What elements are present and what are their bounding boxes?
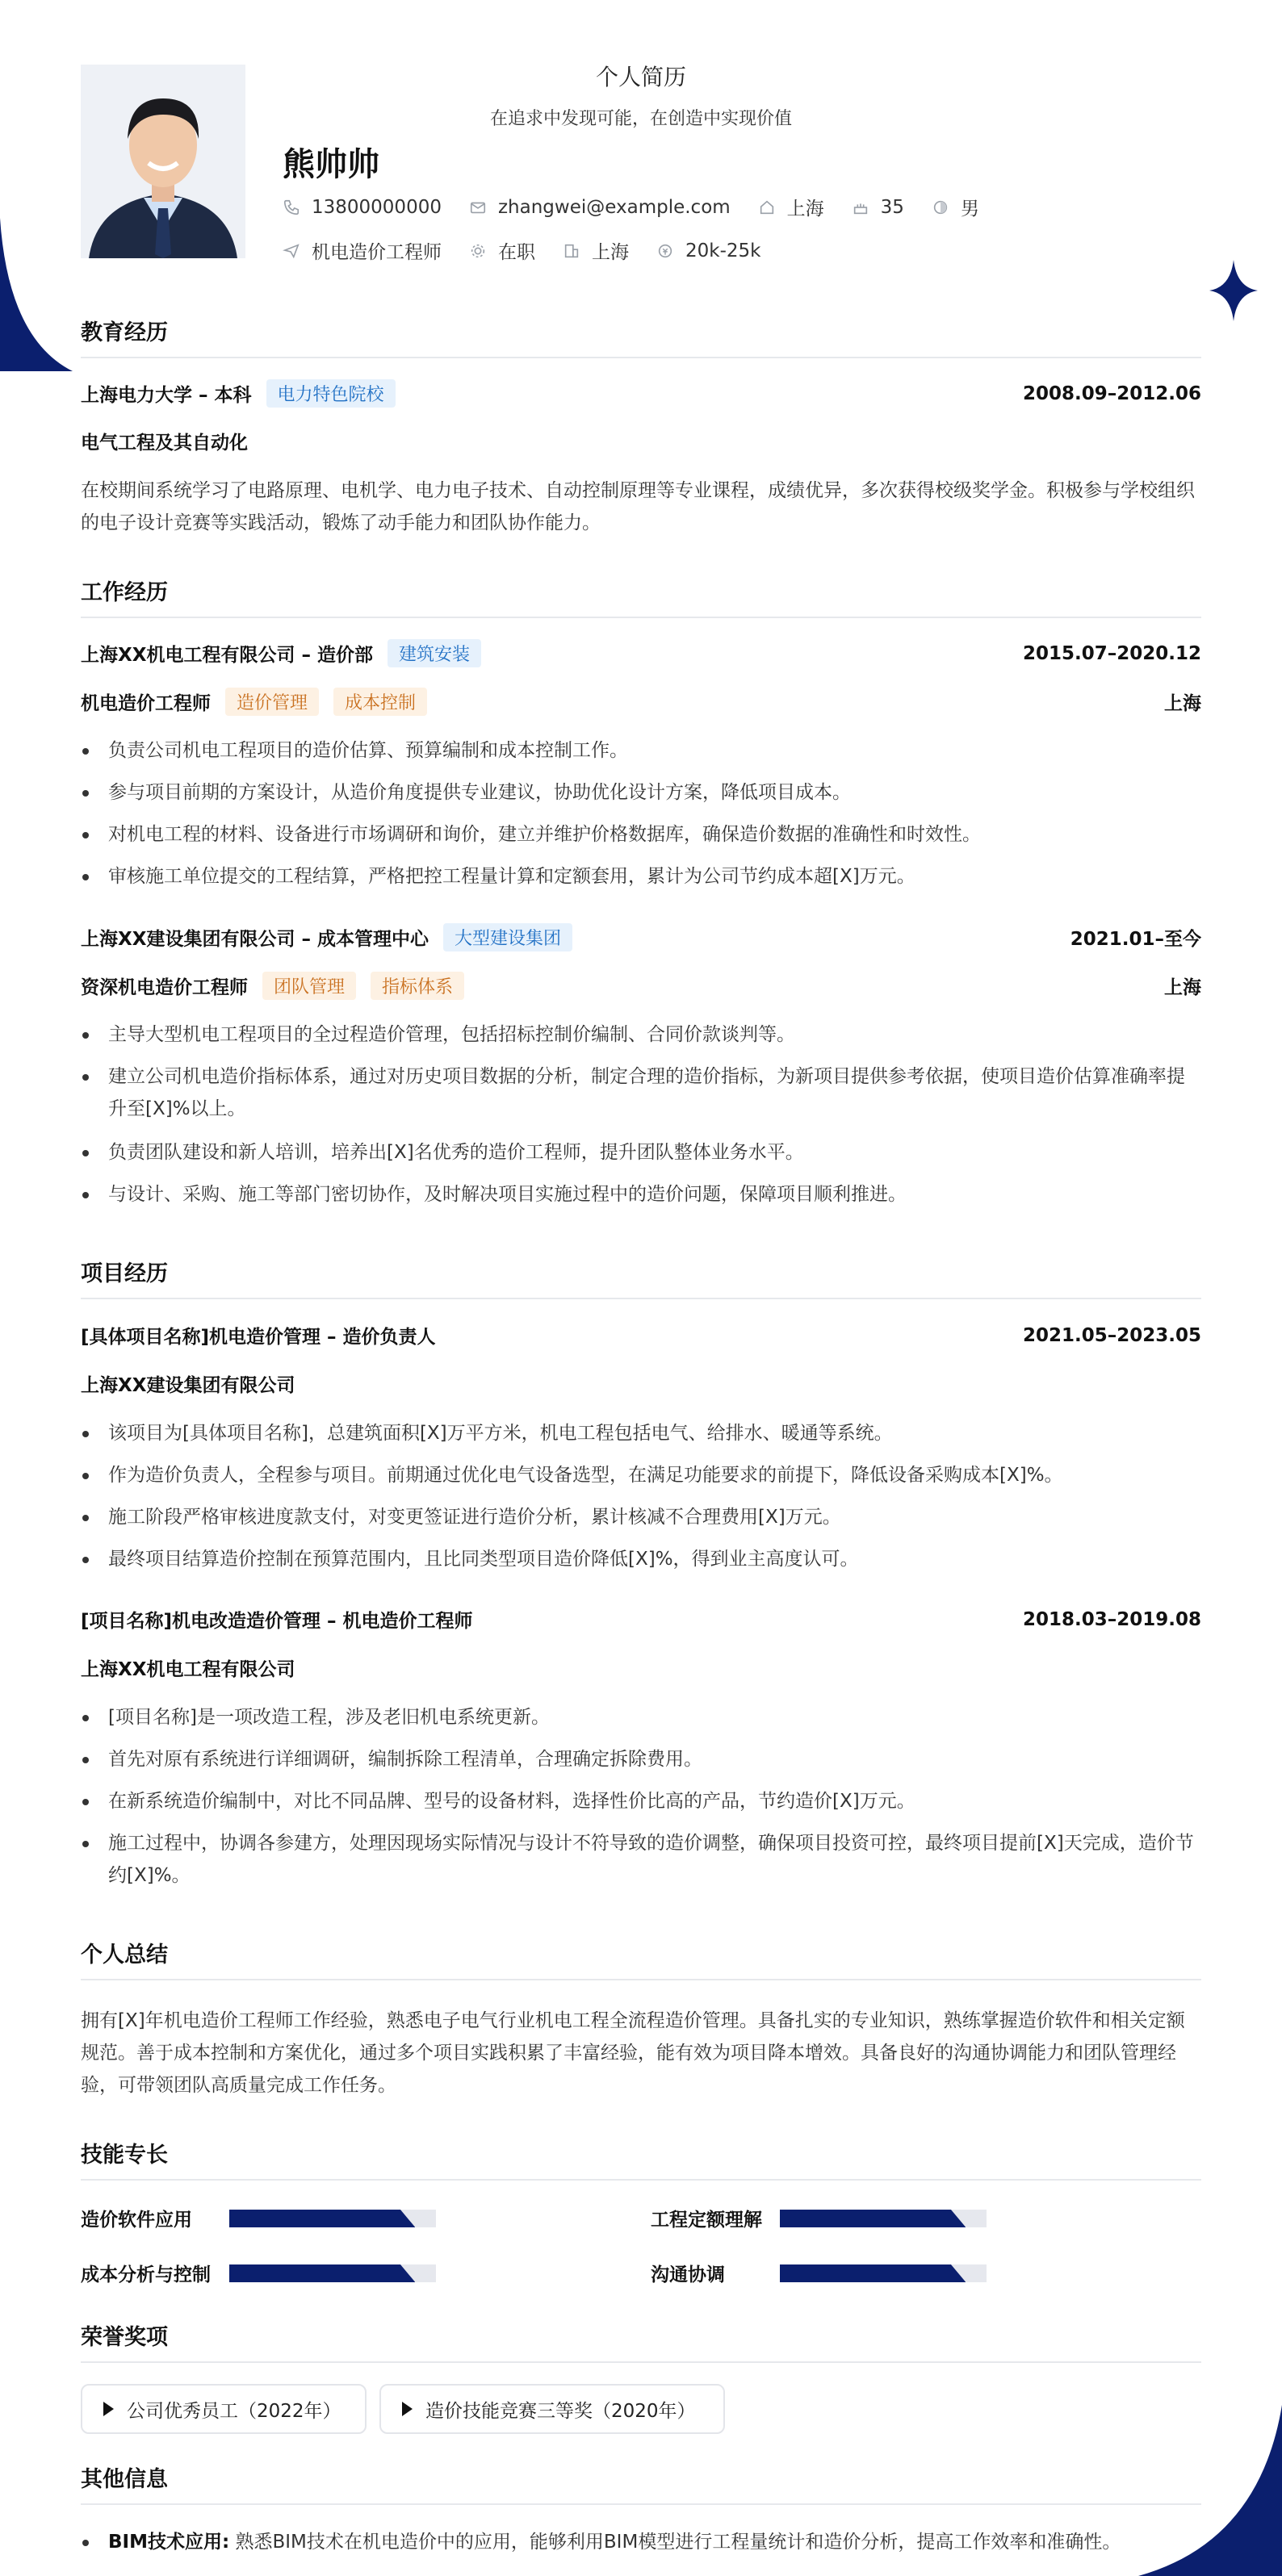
section-title: 荣誉奖项 — [81, 2325, 168, 2350]
section-divider — [81, 357, 1201, 358]
job-location: 上海 — [1164, 977, 1201, 998]
section-title: 技能专长 — [81, 2143, 168, 2168]
major-name: 电气工程及其自动化 — [81, 433, 248, 454]
city-text: 上海 — [786, 199, 824, 220]
job-item — [283, 237, 442, 264]
list-item: 负责公司机电工程项目的造价估算、预算编制和成本控制工作。 — [81, 734, 1201, 767]
sparkle-icon — [1209, 260, 1258, 321]
job-role-row — [81, 972, 1201, 1000]
skill-bar-fill — [780, 2264, 966, 2282]
section-divider — [81, 1298, 1201, 1299]
skills-section — [81, 2140, 1201, 2181]
age-text: 35 — [880, 196, 904, 218]
major-row — [81, 428, 1201, 454]
project-company-row — [81, 1654, 1201, 1681]
list-item: 施工阶段严格审核进度款支付，对变更签证进行造价分析，累计核减不合理费用[X]万元。 — [81, 1501, 1201, 1533]
gear-icon — [469, 242, 487, 260]
job-dates: 2021.01–至今 — [1070, 929, 1201, 950]
company-name: 上海XX机电工程有限公司 – 造价部 — [81, 645, 373, 666]
list-item: 负责团队建设和新人培训，培养出[X]名优秀的造价工程师，提升团队整体业务水平。 — [81, 1136, 1201, 1169]
education-header — [81, 379, 1201, 408]
company-tag: 大型建设集团 — [443, 923, 572, 951]
role-tag: 团队管理 — [262, 972, 356, 1000]
gender-item — [932, 194, 979, 220]
list-item: 参与项目前期的方案设计，从造价角度提供专业建议，协助优化设计方案，降低项目成本。 — [81, 776, 1201, 809]
award-chip — [81, 2384, 367, 2434]
contact-row — [283, 194, 1007, 220]
home-icon — [758, 199, 776, 216]
job-company-row — [81, 923, 1201, 951]
age-item — [852, 197, 904, 218]
list-item: 与设计、采购、施工等部门密切协作，及时解决项目实施过程中的造价问题，保障项目顺利推进。 — [81, 1178, 1201, 1211]
section-title: 教育经历 — [81, 320, 168, 345]
list-item: [项目名称]是一项改造工程，涉及老旧机电系统更新。 — [81, 1701, 1201, 1733]
award-text: 公司优秀员工（2022年） — [127, 2400, 341, 2422]
project-company: 上海XX建设集团有限公司 — [81, 1375, 295, 1396]
job-role-row — [81, 688, 1201, 716]
project-company: 上海XX机电工程有限公司 — [81, 1659, 295, 1680]
cake-icon — [852, 199, 869, 216]
section-title: 项目经历 — [81, 1261, 168, 1286]
role-tag: 造价管理 — [225, 688, 319, 716]
phone-icon — [283, 199, 300, 216]
other-label: BIM技术应用: — [108, 2532, 230, 2553]
project-company-row — [81, 1370, 1201, 1397]
list-item: 最终项目结算造价控制在预算范围内，且比同类型项目造价降低[X]%，得到业主高度认可。 — [81, 1543, 1201, 1575]
list-item: 首先对原有系统进行详细调研，编制拆除工程清单，合理确定拆除费用。 — [81, 1743, 1201, 1775]
role-name: 机电造价工程师 — [81, 693, 211, 714]
other-text: 熟悉BIM技术在机电造价中的应用，能够利用BIM模型进行工程量统计和造价分析，提高工作效率和准确性。 — [235, 2532, 1121, 2553]
list-item: 作为造价负责人，全程参与项目。前期通过优化电气设备选型，在满足功能要求的前提下，降低设备采购成本[X]%。 — [81, 1459, 1201, 1491]
section-title: 个人总结 — [81, 1942, 168, 1968]
skill-bar-fill — [780, 2210, 966, 2227]
project-dates: 2018.03–2019.08 — [1022, 1608, 1201, 1630]
education-section — [81, 318, 1201, 358]
list-item: 审核施工单位提交的工程结算，严格把控工程量计算和定额套用，累计为公司节约成本超[X]万元。 — [81, 860, 1201, 893]
skill-bar — [780, 2210, 987, 2227]
status-text: 在职 — [498, 242, 535, 263]
work-section — [81, 578, 1201, 618]
skill-bar-fill — [229, 2210, 415, 2227]
project-name: [具体项目名称]机电造价管理 – 造价负责人 — [81, 1327, 436, 1348]
email-text: zhangwei@example.com — [497, 196, 731, 218]
list-item: 建立公司机电造价指标体系，通过对历史项目数据的分析，制定合理的造价指标，为新项目提供参考依据，使项目造价估算准确率提升至[X]%以上。 — [81, 1060, 1201, 1125]
job-company-row — [81, 639, 1201, 667]
section-divider — [81, 2361, 1201, 2363]
school-tag: 电力特色院校 — [266, 379, 396, 408]
project-header — [81, 1606, 1201, 1633]
section-divider — [81, 2503, 1201, 2505]
list-item: 主导大型机电工程项目的全过程造价管理，包括招标控制价编制、合同价款谈判等。 — [81, 1018, 1201, 1051]
status-item — [469, 237, 535, 264]
target-city-item — [563, 237, 629, 264]
skill-bar — [780, 2264, 987, 2282]
salary-item — [656, 240, 760, 261]
job-location: 上海 — [1164, 693, 1201, 714]
salary-text: 20k-25k — [685, 240, 761, 261]
candidate-name: 熊帅帅 — [283, 146, 379, 183]
phone-text: 13800000000 — [312, 196, 442, 218]
list-item — [81, 2526, 1201, 2558]
job-intent-row — [283, 237, 788, 264]
summary-section — [81, 1940, 1201, 1980]
list-item: 该项目为[具体项目名称]，总建筑面积[X]万平方米，机电工程包括电气、给排水、暖通等系统。 — [81, 1417, 1201, 1449]
summary-text: 拥有[X]年机电造价工程师工作经验，熟悉电子电气行业机电工程全流程造价管理。具备扎实的专业知识，熟练掌握造价软件和相关定额规范。善于成本控制和方案优化，通过多个项目实践积累了丰富经验，能有效为项目降本增效。具备良好的沟通协调能力和团队管理经验，可带领团队高质量完成工作任务。 — [81, 2010, 1185, 2096]
projects-section — [81, 1259, 1201, 1299]
skill-label: 沟通协调 — [651, 2264, 725, 2285]
gender-icon — [932, 199, 949, 216]
role-tag: 指标体系 — [371, 972, 464, 1000]
document-title: 个人简历 — [595, 64, 686, 90]
play-triangle-icon — [402, 2402, 413, 2416]
list-item: 施工过程中，协调各参建方，处理因现场实际情况与设计不符导致的造价调整，确保项目投资可控，最终项目提前[X]天完成，造价节约[X]%。 — [81, 1827, 1201, 1892]
skill-bar — [229, 2210, 436, 2227]
awards-section — [81, 2323, 1201, 2363]
skill-label: 工程定额理解 — [651, 2210, 762, 2231]
company-name: 上海XX建设集团有限公司 – 成本管理中心 — [81, 929, 429, 950]
job-text: 机电造价工程师 — [312, 242, 442, 263]
avatar-photo — [81, 65, 245, 258]
motto: 在追求中发现可能，在创造中实现价值 — [489, 109, 792, 129]
section-title: 工作经历 — [81, 580, 168, 605]
list-item: 对机电工程的材料、设备进行市场调研和询价，建立并维护价格数据库，确保造价数据的准确性和时效性。 — [81, 818, 1201, 851]
play-triangle-icon — [103, 2402, 114, 2416]
send-icon — [283, 242, 300, 260]
skill-bar-fill — [229, 2264, 415, 2282]
school-name: 上海电力大学 – 本科 — [81, 385, 252, 406]
target-city-text: 上海 — [592, 242, 629, 263]
city-item — [758, 194, 824, 220]
role-tag: 成本控制 — [333, 688, 427, 716]
project-dates: 2021.05–2023.05 — [1022, 1324, 1201, 1346]
skill-label: 造价软件应用 — [81, 2210, 192, 2231]
award-text: 造价技能竞赛三等奖（2020年） — [425, 2400, 696, 2422]
section-title: 其他信息 — [81, 2467, 168, 2492]
project-header — [81, 1322, 1201, 1349]
phone-item — [283, 197, 442, 218]
role-name: 资深机电造价工程师 — [81, 977, 248, 998]
skill-bar — [229, 2264, 436, 2282]
gender-text: 男 — [960, 199, 979, 220]
money-icon — [656, 242, 674, 260]
award-chip — [379, 2384, 725, 2434]
section-divider — [81, 2179, 1201, 2181]
section-divider — [81, 617, 1201, 618]
education-description: 在校期间系统学习了电路原理、电机学、电力电子技术、自动控制原理等专业课程，成绩优异，多次获得校级奖学金。积极参与学校组织的电子设计竞赛等实践活动，锻炼了动手能力和团队协作能力。 — [81, 480, 1195, 533]
building-icon — [563, 242, 580, 260]
list-item: 在新系统造价编制中，对比不同品牌、型号的设备材料，选择性价比高的产品，节约造价[X]万元。 — [81, 1785, 1201, 1817]
education-dates: 2008.09–2012.06 — [1022, 383, 1201, 404]
other-section — [81, 2465, 1201, 2505]
project-name: [项目名称]机电改造造价管理 – 机电造价工程师 — [81, 1611, 473, 1632]
company-tag: 建筑安装 — [388, 639, 481, 667]
section-divider — [81, 1979, 1201, 1980]
job-dates: 2015.07–2020.12 — [1022, 642, 1201, 664]
decor-top-left-shape — [0, 218, 73, 371]
mail-icon — [469, 199, 487, 216]
skill-label: 成本分析与控制 — [81, 2264, 211, 2285]
email-item — [469, 197, 731, 218]
